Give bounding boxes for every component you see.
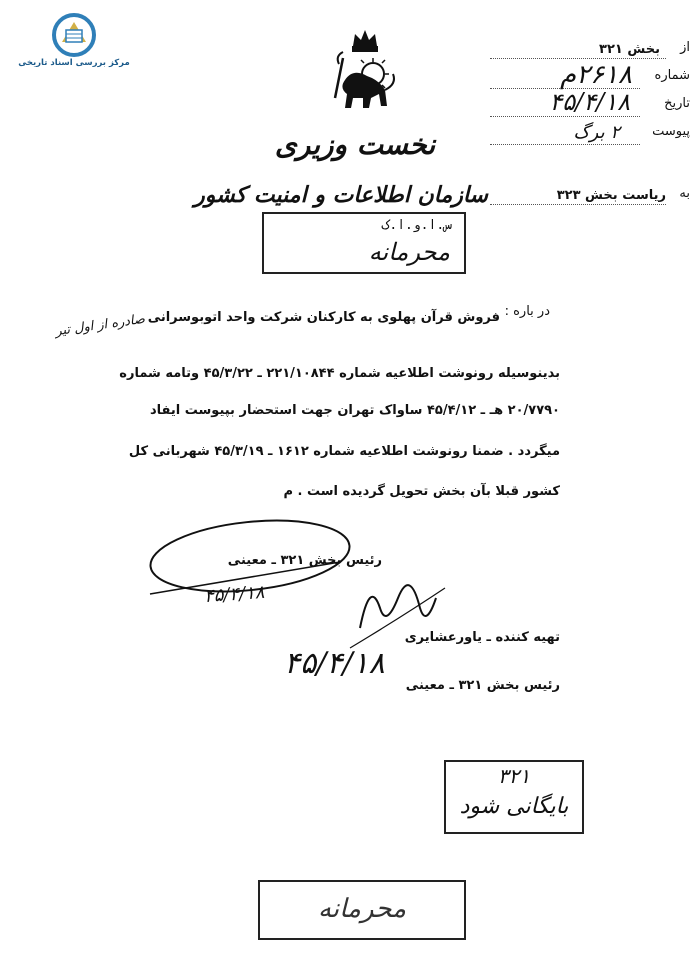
archive-number: ۳۲۱ bbox=[497, 764, 531, 788]
attachment-value: ۲ برگ bbox=[573, 122, 620, 143]
from-value: بخش ۳۲۱ bbox=[599, 42, 660, 57]
to-value: ریاست بخش ۳۲۳ bbox=[556, 188, 666, 203]
header-fields bbox=[490, 40, 690, 210]
to-label: به bbox=[679, 186, 690, 201]
handwritten-date-2: ۴۵/۴/۱۸ bbox=[284, 646, 385, 681]
chief-handwritten-date: ۴۵/۴/۱۸ bbox=[203, 581, 266, 608]
body-line-4: کشور قبلا بآن بخش تحویل گردیده است . م bbox=[283, 484, 560, 499]
preparer-line: تهیه کننده ـ یاورعشایری bbox=[404, 630, 560, 645]
number-value: ۲۶۱۸م bbox=[560, 60, 632, 90]
stamp-bottom-text: محرمانه bbox=[317, 894, 407, 924]
stamp-code: س.ا.و.ا.ک bbox=[381, 218, 452, 233]
archive-center-logo-icon bbox=[44, 12, 104, 58]
date-label: تاریخ bbox=[664, 96, 690, 111]
body-line-3: میگردد . ضمنا رونوشت اطلاعیه شماره ۱۶۱۲ ـ ۴۵/۳/۱۹ شهربانی کل bbox=[128, 444, 560, 459]
subject-handwritten-note: صادره از اول تیر bbox=[54, 311, 146, 340]
lion-and-sun-crown-emblem-icon bbox=[325, 28, 405, 118]
date-value: ۴۵/۴/۱۸ bbox=[549, 88, 630, 116]
subject-text: فروش قرآن پهلوی به کارکنان شرکت واحد اتوبوسرانی bbox=[147, 310, 500, 325]
chief-signature-line: رئیس بخش ۳۲۱ ـ معینی bbox=[227, 553, 382, 568]
stamp-text: محرمانه bbox=[368, 238, 450, 266]
body-line-1: بدینوسیله رونوشت اطلاعیه شماره ۲۲۱/۱۰۸۴۴ ـ ۴۵/۳/۲۲ وتامه شماره bbox=[119, 366, 560, 381]
body-line-2: ۲۰/۷۷۹۰ هـ ـ ۴۵/۴/۱۲ ساواک تهران جهت استحضار بپیوست ایفاد bbox=[149, 403, 560, 418]
subject-label: در باره : bbox=[504, 304, 550, 319]
archive-stamp-box bbox=[444, 760, 584, 834]
archive-logo bbox=[14, 12, 134, 72]
archive-instruction: بایگانی شود bbox=[459, 794, 569, 819]
letterhead-line-1: نخست وزیری bbox=[274, 128, 436, 161]
attachment-label: پیوست bbox=[652, 124, 690, 139]
number-label: شماره bbox=[654, 68, 690, 83]
from-label: از bbox=[680, 40, 690, 55]
classification-stamp-top bbox=[262, 212, 466, 274]
archive-logo-name: مرکز بررسی اسناد تاریخی bbox=[18, 58, 130, 68]
classification-stamp-bottom bbox=[258, 880, 466, 940]
chief-signature-line-2: رئیس بخش ۳۲۱ ـ معینی bbox=[405, 678, 560, 693]
letterhead-line-2: سازمان اطلاعات و امنیت کشور bbox=[194, 182, 488, 208]
